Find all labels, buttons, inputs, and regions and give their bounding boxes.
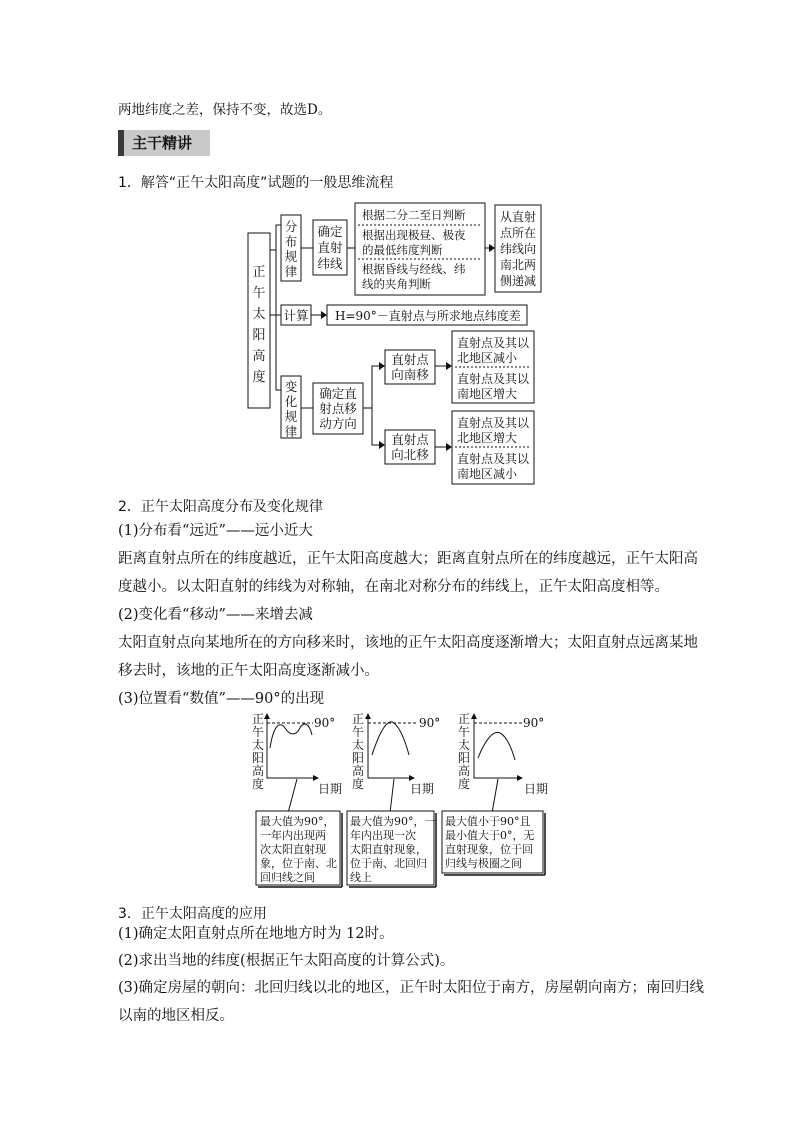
judgment-method-item: 根据出现极昼、极夜 <box>362 228 466 242</box>
graph-two-peaks <box>252 712 342 887</box>
graph-note-line: 最大值为90°， <box>260 815 335 828</box>
move-north-line: 直射点 <box>391 432 429 447</box>
graph-xlabel: 日期 <box>524 782 549 796</box>
graph-ylabel-char: 高 <box>457 764 471 778</box>
graph-ylabel-char: 高 <box>251 764 265 778</box>
graph-ylabel-char: 高 <box>351 764 365 778</box>
section2-sub2: (2)变化看“移动”——来增去减 <box>118 607 313 623</box>
flowchart <box>0 0 794 500</box>
graph-ylabel-char: 正 <box>351 712 365 726</box>
section3-item3-line1: (3)确定房屋的朝向：北回归线以北的地区，正午时太阳位于南方，房屋朝向南方；南回归线 <box>118 980 705 996</box>
noon-sun-altitude-graphs <box>0 705 794 890</box>
graph-ylabel-char: 度 <box>251 777 265 791</box>
confirm-latitude-line: 确定 <box>317 224 343 239</box>
graph-note-line: 直射现象，位于回 <box>445 843 533 856</box>
graph-note-line: 年内出现一次 <box>350 829 416 842</box>
south-result-line: 南地区增大 <box>457 387 518 401</box>
distribution-result-line: 从直射 <box>499 210 537 224</box>
move-south-line: 直射点 <box>391 352 429 367</box>
section2-sub3: (3)位置看“数值”——90°的出现 <box>118 691 325 707</box>
graph-xlabel: 日期 <box>410 782 435 796</box>
root-char: 度 <box>252 370 266 385</box>
graph-ylabel-char: 阳 <box>457 751 471 765</box>
section2-para2-line2: 移去时，该地的正午太阳高度逐渐减小。 <box>118 663 379 679</box>
distribution-result-line: 纬线向 <box>499 242 537 256</box>
graph-axes <box>267 716 316 778</box>
formula-text: H=90°－直射点与所求地点纬度差 <box>335 309 521 323</box>
distribution-result-line: 侧递减 <box>499 274 537 288</box>
graph-axes <box>474 716 520 778</box>
graph-ref-label: 90° <box>314 716 336 730</box>
graph-note-line: 象，位于南、北 <box>260 857 337 870</box>
graph-ylabel-char: 正 <box>457 712 471 726</box>
graph-note-line: 位于南、北回归 <box>350 857 427 870</box>
judgment-method-item: 根据二分二至日判断 <box>362 208 466 222</box>
section2-para2-line1: 太阳直射点向某地所在的方向移来时，该地的正午太阳高度逐渐增大；太阳直射点远离某地 <box>118 635 698 651</box>
section3-item1: (1)确定太阳直射点所在地地方时为 12时。 <box>118 926 394 942</box>
north-result-line: 北地区增大 <box>457 431 518 445</box>
graph-curve <box>270 724 312 748</box>
move-north-line: 向北移 <box>391 447 429 462</box>
move-south-line: 向南移 <box>391 367 429 382</box>
graph-ylabel-char: 度 <box>351 777 365 791</box>
calculation-label: 计算 <box>283 308 309 323</box>
graph-ylabel-char: 午 <box>251 725 265 739</box>
branch-char: 分 <box>284 219 298 234</box>
graph-ylabel-char: 阳 <box>351 751 365 765</box>
graph-ylabel-char: 太 <box>351 738 365 752</box>
branch-char: 布 <box>284 234 298 249</box>
graph-below-ninety <box>442 712 548 875</box>
graph-ref-label: 90° <box>419 716 441 730</box>
section1-title: 1．解答“正午太阳高度”试题的一般思维流程 <box>118 175 394 191</box>
graph-note-line: 归线与极圈之间 <box>445 857 522 870</box>
graph-note-line: 回归线之间 <box>260 871 315 884</box>
graph-note-line: 最小值大于0°，无 <box>445 829 535 842</box>
north-result-line: 直射点及其以 <box>457 416 530 430</box>
section2-para1-line1: 距离直射点所在的纬度越近，正午太阳高度越大；距离直射点所在的纬度越远，正午太阳高 <box>118 551 698 567</box>
previous-answer-text: 两地纬度之差，保持不变，故选D。 <box>118 102 332 118</box>
branch-char: 律 <box>284 264 298 279</box>
connector <box>363 366 383 445</box>
section3-title: 3．正午太阳高度的应用 <box>118 906 267 922</box>
branch-char: 变 <box>284 379 298 394</box>
branch-char: 律 <box>284 424 298 439</box>
section2-title: 2．正午太阳高度分布及变化规律 <box>118 499 323 515</box>
graph-ylabel-char: 太 <box>457 738 471 752</box>
root-bracket <box>270 225 281 390</box>
graph-ylabel-char: 太 <box>251 738 265 752</box>
judgment-method-item: 线的夹角判断 <box>362 277 431 291</box>
graph-note-line: 太阳直射现象， <box>350 843 427 856</box>
root-char: 高 <box>252 349 266 364</box>
graph-ylabel-char: 阳 <box>251 751 265 765</box>
graph-curve <box>478 732 515 760</box>
south-result-line: 直射点及其以 <box>457 336 530 350</box>
graph-ylabel-char: 午 <box>351 725 365 739</box>
graph-curve <box>372 722 409 755</box>
graph-ylabel-char: 午 <box>457 725 471 739</box>
graph-note-line: 最大值为90°，一 <box>350 815 436 828</box>
judgment-method-item: 的最低纬度判断 <box>362 243 443 257</box>
root-char: 午 <box>252 286 266 301</box>
graph-xlabel: 日期 <box>318 782 343 796</box>
judgment-method-item: 根据昏线与经线、纬 <box>362 262 466 276</box>
section3-item2: (2)求出当地的纬度(根据正午太阳高度的计算公式)。 <box>118 953 455 969</box>
movement-direction-line: 动方向 <box>319 416 357 431</box>
distribution-result-line: 南北两 <box>499 258 537 272</box>
branch-char: 化 <box>284 394 298 409</box>
graph-note-line: 一年内出现两 <box>260 829 326 842</box>
graph-note-line: 最大值小于90°且 <box>445 815 531 828</box>
graph-ylabel-char: 度 <box>457 777 471 791</box>
section2-sub1: (1)分布看“远近”——远小近大 <box>118 523 313 539</box>
confirm-latitude-line: 直射 <box>317 240 343 255</box>
section-heading-label: 主干精讲 <box>132 134 193 152</box>
graph-note-line: 次太阳直射现 <box>260 843 326 856</box>
root-char: 太 <box>252 307 266 322</box>
branch-char: 规 <box>284 249 298 264</box>
north-result-line: 南地区减小 <box>457 467 518 481</box>
north-result-line: 直射点及其以 <box>457 452 530 466</box>
graph-one-peak <box>347 712 440 887</box>
distribution-result-line: 点所在 <box>499 226 537 240</box>
section3-item3-line2: 以南的地区相反。 <box>118 1008 234 1024</box>
confirm-latitude-line: 纬线 <box>317 256 343 271</box>
graph-note-line: 线上 <box>350 871 372 884</box>
graph-ylabel-char: 正 <box>251 712 265 726</box>
south-result-line: 直射点及其以 <box>457 372 530 386</box>
root-char: 正 <box>252 265 266 280</box>
movement-direction-line: 射点移 <box>319 401 357 416</box>
section2-para1-line2: 度越小。以太阳直射的纬线为对称轴，在南北对称分布的纬线上，正午太阳高度相等。 <box>118 579 669 595</box>
movement-direction-line: 确定直 <box>319 386 357 401</box>
root-char: 阳 <box>252 328 266 343</box>
branch-char: 规 <box>284 409 298 424</box>
south-result-line: 北地区减小 <box>457 351 518 365</box>
graph-ref-label: 90° <box>523 716 545 730</box>
